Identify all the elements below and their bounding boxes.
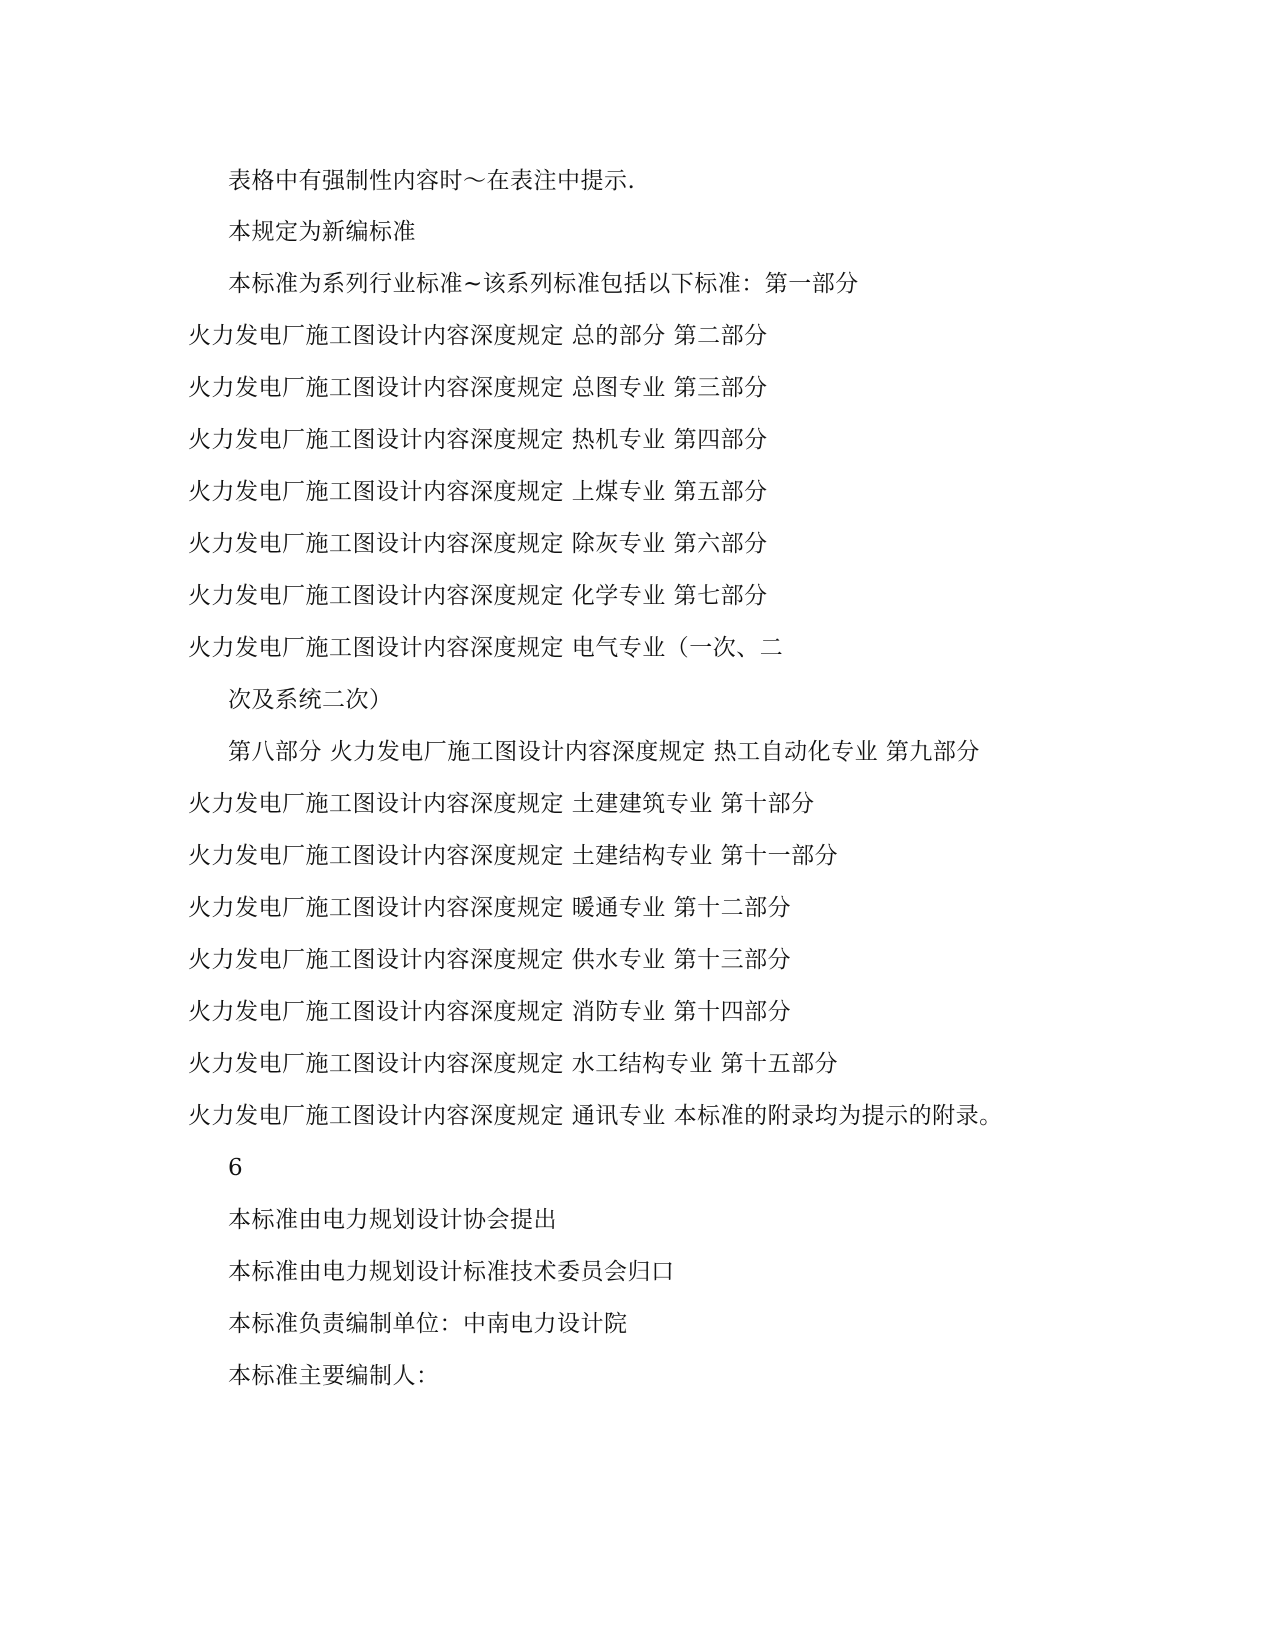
text-line: 本标准主要编制人：: [228, 1363, 440, 1389]
text-line: 火力发电厂施工图设计内容深度规定 通讯专业 本标准的附录均为提示的附录。: [188, 1103, 1003, 1129]
text-line: 火力发电厂施工图设计内容深度规定 上煤专业 第五部分: [188, 479, 768, 505]
text-line: 火力发电厂施工图设计内容深度规定 总的部分 第二部分: [188, 323, 768, 349]
text-line: 火力发电厂施工图设计内容深度规定 土建结构专业 第十一部分: [188, 843, 839, 869]
text-line: 火力发电厂施工图设计内容深度规定 供水专业 第十三部分: [188, 947, 792, 973]
text-line: 表格中有强制性内容时～在表注中提示.: [228, 168, 636, 194]
page-number-text: 6: [228, 1155, 244, 1181]
text-line: 第八部分 火力发电厂施工图设计内容深度规定 热工自动化专业 第九部分: [228, 739, 980, 765]
text-line: 火力发电厂施工图设计内容深度规定 化学专业 第七部分: [188, 583, 768, 609]
text-line: 本规定为新编标准: [228, 219, 416, 245]
text-line: 火力发电厂施工图设计内容深度规定 电气专业（一次、二: [188, 635, 784, 661]
text-line: 火力发电厂施工图设计内容深度规定 热机专业 第四部分: [188, 427, 768, 453]
text-line: 火力发电厂施工图设计内容深度规定 消防专业 第十四部分: [188, 999, 792, 1025]
text-line: 火力发电厂施工图设计内容深度规定 除灰专业 第六部分: [188, 531, 768, 557]
text-line: 次及系统二次）: [228, 687, 393, 713]
text-line: 火力发电厂施工图设计内容深度规定 暖通专业 第十二部分: [188, 895, 792, 921]
text-line: 本标准由电力规划设计协会提出: [228, 1207, 557, 1233]
text-line: 火力发电厂施工图设计内容深度规定 水工结构专业 第十五部分: [188, 1051, 839, 1077]
text-line: 火力发电厂施工图设计内容深度规定 总图专业 第三部分: [188, 375, 768, 401]
text-line: 本标准由电力规划设计标准技术委员会归口: [228, 1259, 675, 1285]
text-line: 火力发电厂施工图设计内容深度规定 土建建筑专业 第十部分: [188, 791, 815, 817]
text-line: 本标准为系列行业标准~该系列标准包括以下标准：第一部分: [228, 271, 859, 297]
text-line: 本标准负责编制单位：中南电力设计院: [228, 1311, 628, 1337]
